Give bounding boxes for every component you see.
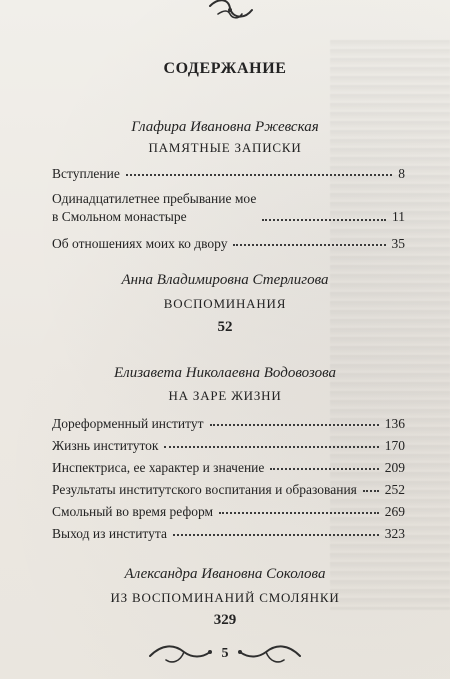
toc-entry[interactable] [52,190,405,226]
author-vodovozova: Елизавета Николаевна Водовозова [113,365,336,381]
toc-heading: СОДЕРЖАНИЕ [163,60,287,77]
toc-entry[interactable] [52,165,405,183]
toc-entry-page: 209 [384,460,405,475]
toc-entry[interactable] [52,437,405,455]
dot-leader [262,219,386,221]
author-sterligova: Анна Владимировна Стерлигова [121,272,329,288]
toc-entry-title: Жизнь институток [52,438,159,453]
toc-entry-title: Инспектриса, ее характер и значение [52,460,265,475]
page-number: 5 [221,646,229,661]
toc-entry-title: Результаты институтского воспитания и образования [52,482,357,497]
toc-entry-title: Выход из института [52,526,167,541]
dot-leader [126,174,392,176]
section-page-number: 329 [213,612,237,628]
toc-entry[interactable] [52,481,405,499]
toc-entry-title: Вступление [52,166,120,181]
author-sokolova: Александра Ивановна Соколова [124,566,326,582]
dot-leader [363,490,379,492]
toc-entry-title: Дореформенный институт [52,416,204,431]
toc-entry-page: 252 [384,482,405,497]
toc-entry-page: 136 [384,416,405,431]
dot-leader [164,446,378,448]
toc-entry-page: 323 [384,526,405,541]
dot-leader [233,244,385,246]
toc-entry-page: 11 [392,209,405,224]
toc-entry-title-line-1: Одинадцатилетнее пребывание мое [52,191,257,206]
top-ornament-icon [200,0,260,24]
section-title-pamyatnye-zapiski: ПАМЯТНЫЕ ЗАПИСКИ [148,140,302,155]
toc-entry-title [52,190,256,226]
toc-entry-page: 35 [391,236,405,251]
dot-leader [173,534,379,536]
section-title-iz-vospominaniy-smolyanki: ИЗ ВОСПОМИНАНИЙ СМОЛЯНКИ [110,590,340,605]
dot-leader [270,468,378,470]
section-page-number: 52 [217,319,233,335]
toc-entry[interactable] [52,235,405,253]
toc-entry-page: 170 [384,438,405,453]
dot-leader [219,512,379,514]
toc-entry-title: Смольный во время реформ [52,504,214,519]
toc-entry-title-line-2: в Смольном монастыре [52,209,187,224]
toc-entry[interactable] [52,503,405,521]
toc-entry[interactable] [52,459,405,477]
toc-entry[interactable] [52,415,405,433]
author-rzhevskaya: Глафира Ивановна Ржевская [131,119,319,135]
section-title-vospominaniya: ВОСПОМИНАНИЯ [163,296,287,311]
dot-leader [210,424,379,426]
toc-entry-page: 269 [384,504,405,519]
toc-entry[interactable] [52,525,405,543]
section-title-na-zare-zhizni: НА ЗАРЕ ЖИЗНИ [168,388,282,403]
toc-entry-page: 8 [398,166,405,181]
toc-entry-title: Об отношениях моих ко двору [52,236,228,251]
